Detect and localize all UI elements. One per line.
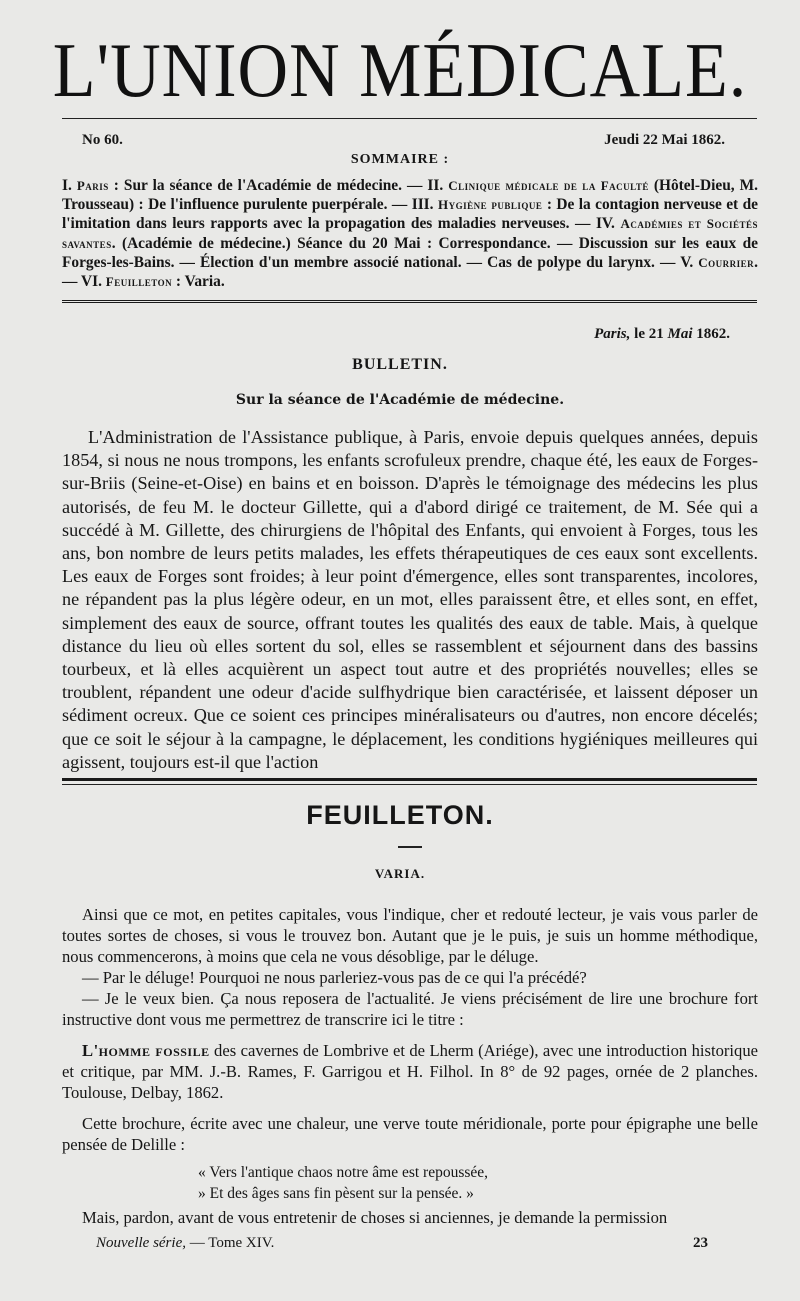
- dateline-place: Paris,: [594, 326, 631, 342]
- section-divider: [62, 300, 757, 305]
- sommaire-item-text: (Hôtel-Dieu, M. Trousseau) : De l'influence purulente puerpérale. —: [62, 177, 758, 214]
- issue-date: Jeudi 22 Mai 1862.: [604, 132, 725, 148]
- sommaire-heading: SOMMAIRE :: [350, 152, 450, 167]
- citation-rest: des cavernes de Lombrive et de Lherm (Ariége), avec une introduction historique et critique, par MM. J.-B. Rames, F. Garrigou et H. Filhol. In 8° de 92 pages, ornée de 2 planches. Toulouse, Delbay, 1862.: [62, 1041, 758, 1102]
- footer-series: [96, 1235, 274, 1252]
- feuilleton-paragraph: — Je le veux bien. Ça nous reposera de l'actualité. Je viens précisément de lire une brochure fort instructive dont vous me permettrez de transcrire ici le titre :: [62, 989, 758, 1029]
- sommaire-item-num: I.: [62, 177, 77, 194]
- sommaire-item-num: II.: [427, 177, 449, 194]
- feuilleton-divider-thin: [62, 784, 757, 785]
- feuilleton-short-rule: [398, 846, 422, 848]
- dateline-month: Mai: [667, 326, 693, 342]
- masthead-title: L'UNION MÉDICALE.: [52, 29, 748, 114]
- sommaire-item-section: Académies et Sociétés savantes: [62, 216, 758, 251]
- feuilleton-title: FEUILLETON.: [306, 800, 494, 830]
- feuilleton-subtitle: VARIA.: [374, 866, 426, 881]
- feuilleton-article: [62, 904, 758, 1155]
- masthead-rule: [62, 118, 757, 119]
- feuilleton-paragraph: — Par le déluge! Pourquoi ne nous parleriez-vous pas de ce qui l'a précédé?: [82, 968, 587, 987]
- epigraph-verse: [198, 1162, 618, 1204]
- sommaire-item-section: Clinique médicale de la Faculté: [448, 178, 649, 193]
- sommaire-contents: [62, 176, 758, 291]
- series-label: Nouvelle série,: [96, 1235, 186, 1251]
- sommaire-item-section: Courrier: [698, 254, 755, 270]
- tome-label: — Tome XIV.: [185, 1235, 275, 1251]
- issue-number: No 60.: [82, 132, 123, 148]
- sommaire-item-text: : Varia.: [172, 273, 225, 291]
- verse-line: « Vers l'antique chaos notre âme est repoussée,: [198, 1164, 489, 1181]
- page-footer: [96, 1235, 708, 1252]
- verse-line: » Et des âges sans fin pèsent sur la pensée. »: [198, 1185, 474, 1202]
- feuilleton-paragraph: Ainsi que ce mot, en petites capitales, vous l'indique, cher et redouté lecteur, je vais vous parler de toutes sortes de choses, si vous le trouvez bon. Autant que je le puis, je suis un homme méthodique, nous commencerons, à moins que cela ne vous désoblige, par le déluge.: [62, 905, 758, 966]
- feuilleton-divider: [62, 778, 757, 781]
- sommaire-item-text: : Sur la séance de l'Académie de médecine. —: [108, 177, 428, 194]
- bulletin-dateline: [594, 326, 730, 343]
- sommaire-item-text: . —: [62, 253, 759, 291]
- issue-line: [82, 132, 725, 149]
- sommaire-item-num: IV.: [595, 215, 621, 233]
- sommaire-item-text: : De la contagion nerveuse et de l'imitation dans leurs rapports avec la propagation des maladies nerveuses. —: [62, 196, 758, 233]
- sommaire-item-num: III.: [411, 196, 438, 214]
- bulletin-subtitle: Sur la séance de l'Académie de médecine.: [235, 392, 565, 408]
- dateline-le: le 21: [630, 326, 668, 342]
- sommaire-item-section: Paris: [76, 178, 109, 193]
- sommaire-item-num: V.: [680, 253, 699, 271]
- citation-lead: L'homme fossile: [82, 1041, 210, 1060]
- bulletin-title: BULLETIN.: [352, 356, 448, 373]
- feuilleton-paragraph: Mais, pardon, avant de vous entretenir de choses si anciennes, je demande la permission: [82, 1208, 668, 1227]
- sommaire-item-section: Hygiène publique: [437, 197, 543, 213]
- dateline-year: 1862.: [692, 326, 730, 342]
- sommaire-item-section: Feuilleton: [105, 274, 173, 290]
- bulletin-paragraph: L'Administration de l'Assistance publique, à Paris, envoie depuis quelques années, depuis 1854, si nous ne nous trompons, les enfants scrofuleux prendre, chaque été, les eaux de Forges-sur-Briis (Seine-et-Oise) en bains et en boisson. D'après le témoignage des médecins les plus autorisés, de feu M. le docteur Gillette, qui a d'abord dirigé ce traitement, de M. Sée qui a succédé à M. Gillette, des chirurgiens de l'hôpital des Enfants, qui envoient à Forges, tous les ans, bon nombre de leurs petits malades, les effets thérapeutiques de ces eaux sont excellents. Les eaux de Forges sont froides; à leur point d'émergence, elles sont transparentes, incolores, ne répandent pas la plus légère odeur, en un mot, elles paraissent être, et elles sont, en effet, simplement des eaux de source, offrant toutes les qualités des eaux de table. Mais, à quelque distance du lieu où elles sortent du sol, elles se rassemblent et séjournent dans des bassins tourbeux, et là elles acquièrent un aspect tout autre et des propriétés nouvelles; elles se troublent, répandent une odeur d'acide sulfhydrique bien caractérisée, et laissent déposer un sédiment ocreux. Que ce soient ces principes minéralisateurs ou d'autres, non encore décelés; que ce soit le séjour à la campagne, le déplacement, les conditions hygiéniques meilleures qui agissent, toujours est-il que l'action: [62, 427, 758, 772]
- bulletin-article: [62, 426, 758, 774]
- feuilleton-paragraph: Cette brochure, écrite avec une chaleur, une verve toute méridionale, porte pour épigraphe une belle pensée de Delille :: [62, 1114, 758, 1154]
- sommaire-item-text: . (Académie de médecine.) Séance du 20 Mai : Correspondance. — Discussion sur les eaux de Forges-les-Bains. — Élection d'un membre associé national. — Cas de polype du larynx. —: [62, 234, 758, 271]
- feuilleton-citation: [62, 1040, 758, 1103]
- sommaire-item-num: VI.: [80, 273, 106, 291]
- page-number: 23: [693, 1235, 708, 1251]
